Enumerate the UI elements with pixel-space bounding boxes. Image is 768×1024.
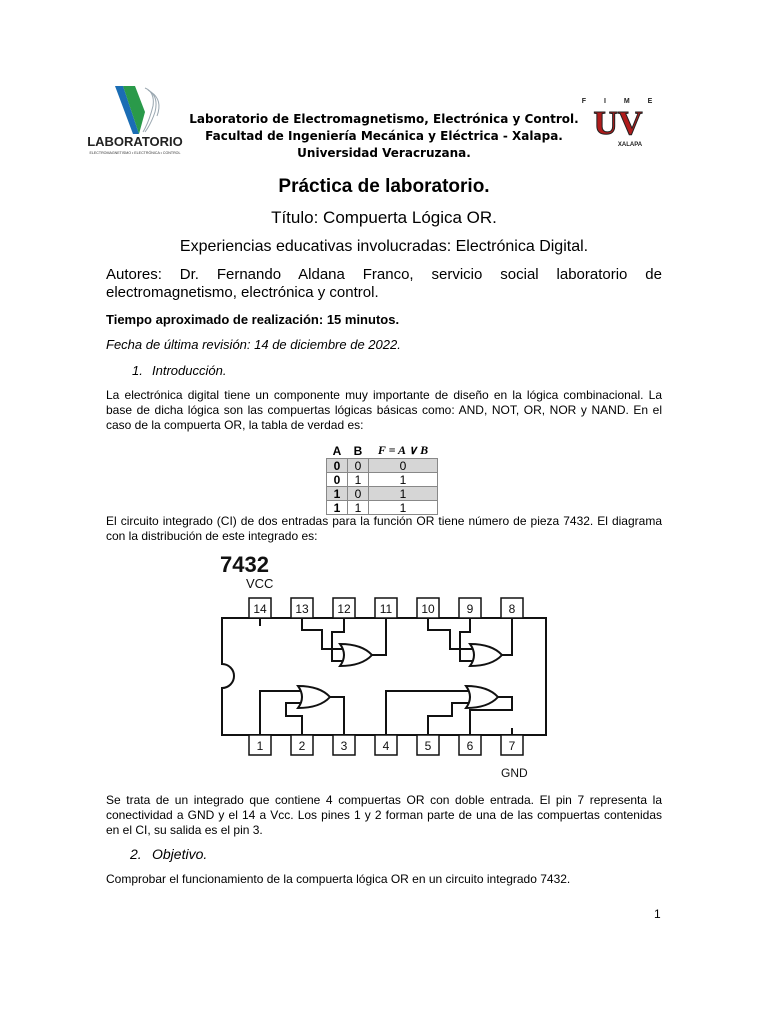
vcc-label: VCC xyxy=(246,576,274,591)
svg-text:8: 8 xyxy=(508,602,516,616)
cell-f: 1 xyxy=(369,501,438,515)
pin-4 xyxy=(375,735,397,755)
ci-paragraph: El circuito integrado (CI) de dos entradas para la función OR tiene número de pieza 7432. El diagrama con la distribución de este integrado es: xyxy=(106,514,662,543)
svg-text:9: 9 xyxy=(466,602,474,616)
svg-text:F I M E: F I M E xyxy=(582,98,660,105)
pin-7 xyxy=(501,735,523,755)
pin-14 xyxy=(249,598,271,618)
cell-b: 0 xyxy=(348,459,369,473)
pin-6 xyxy=(459,735,481,755)
table-row xyxy=(327,487,438,501)
svg-text:LABORATORIO: LABORATORIO xyxy=(87,134,183,149)
table-row xyxy=(327,501,438,515)
svg-text:10: 10 xyxy=(421,602,435,616)
svg-text:ELECTROMAGNETISMO • ELECTRÓNIC: ELECTROMAGNETISMO • ELECTRÓNICA • CONTROL xyxy=(89,151,181,155)
cell-a: 1 xyxy=(327,501,348,515)
ic-part-number: 7432 xyxy=(220,552,269,577)
svg-text:12: 12 xyxy=(337,602,351,616)
pin-10 xyxy=(417,598,439,618)
cell-a: 0 xyxy=(327,459,348,473)
pin-3 xyxy=(333,735,355,755)
experiences-line: Experiencias educativas involucradas: Electrónica Digital. xyxy=(179,238,589,255)
pin-11 xyxy=(375,598,397,618)
svg-text:6: 6 xyxy=(466,739,474,753)
truth-table-header xyxy=(327,443,438,459)
section-2-title: Objetivo. xyxy=(152,846,208,862)
revision-date: Fecha de última revisión: 14 de diciembre de 2022. xyxy=(106,337,401,352)
pin-2 xyxy=(291,735,313,755)
pin-8 xyxy=(501,598,523,618)
truth-table xyxy=(326,443,438,515)
header-line-1: Laboratorio de Electromagnetismo, Electrónica y Control. xyxy=(189,112,579,126)
svg-text:13: 13 xyxy=(295,602,309,616)
cell-b: 0 xyxy=(348,487,369,501)
svg-text:2: 2 xyxy=(298,739,306,753)
svg-text:XALAPA: XALAPA xyxy=(617,142,643,148)
pin-1 xyxy=(249,735,271,755)
page-title: Práctica de laboratorio. xyxy=(278,176,490,197)
objective-paragraph: Comprobar el funcionamiento de la compuerta lógica OR en un circuito integrado 7432. xyxy=(106,872,571,886)
cell-b: 1 xyxy=(348,501,369,515)
header-f: F = A ∨ B xyxy=(377,443,429,457)
pin-12 xyxy=(333,598,355,618)
header-b: B xyxy=(353,443,363,458)
svg-text:5: 5 xyxy=(424,739,432,753)
cell-a: 1 xyxy=(327,487,348,501)
cell-f: 1 xyxy=(369,487,438,501)
section-1-number: 1. xyxy=(132,363,143,378)
pin-9 xyxy=(459,598,481,618)
section-2-number: 2. xyxy=(130,846,142,862)
svg-text:7: 7 xyxy=(508,739,516,753)
intro-paragraph: La electrónica digital tiene un componente muy importante de diseño en la lógica combinacional. La base de dicha lógica son las compuertas lógicas básicas como: AND, NOT, OR, NOR y NAND. En el caso de la compuerta OR, la tabla de verdad es: xyxy=(106,388,662,432)
section-2-heading xyxy=(130,846,207,862)
cell-b: 1 xyxy=(348,473,369,487)
description-paragraph: Se trata de un integrado que contiene 4 compuertas OR con doble entrada. El pin 7 representa la conectividad a GND y el 14 a Vcc. Los pines 1 y 2 forman parte de una de las compuertas contenidas en el CI, su salida es el pin 3. xyxy=(106,793,662,837)
gnd-label: GND xyxy=(501,766,528,780)
ic-7432-diagram xyxy=(214,550,550,784)
header-a: A xyxy=(332,443,342,458)
header-line-3: Universidad Veracruzana. xyxy=(297,146,471,160)
svg-text:14: 14 xyxy=(253,602,267,616)
cell-f: 1 xyxy=(369,473,438,487)
section-1-title: Introducción. xyxy=(152,363,227,378)
table-row xyxy=(327,459,438,473)
table-row xyxy=(327,473,438,487)
page-number: 1 xyxy=(654,907,661,921)
svg-text:4: 4 xyxy=(382,739,390,753)
cell-f: 0 xyxy=(369,459,438,473)
header-line-2: Facultad de Ingeniería Mecánica y Eléctrica - Xalapa. xyxy=(205,129,563,143)
pin-5 xyxy=(417,735,439,755)
svg-text:1: 1 xyxy=(256,739,264,753)
uv-logo xyxy=(582,94,660,154)
ic-body xyxy=(222,618,546,735)
svg-text:UV: UV xyxy=(593,105,643,142)
svg-text:3: 3 xyxy=(340,739,348,753)
svg-text:11: 11 xyxy=(379,602,393,616)
pin-13 xyxy=(291,598,313,618)
practice-subtitle: Título: Compuerta Lógica OR. xyxy=(271,208,497,227)
section-1-heading xyxy=(132,363,226,378)
cell-a: 0 xyxy=(327,473,348,487)
authors-paragraph: Autores: Dr. Fernando Aldana Franco, servicio social laboratorio de electromagnetismo, electrónica y control. xyxy=(106,266,662,301)
time-estimate: Tiempo aproximado de realización: 15 minutos. xyxy=(106,312,400,327)
